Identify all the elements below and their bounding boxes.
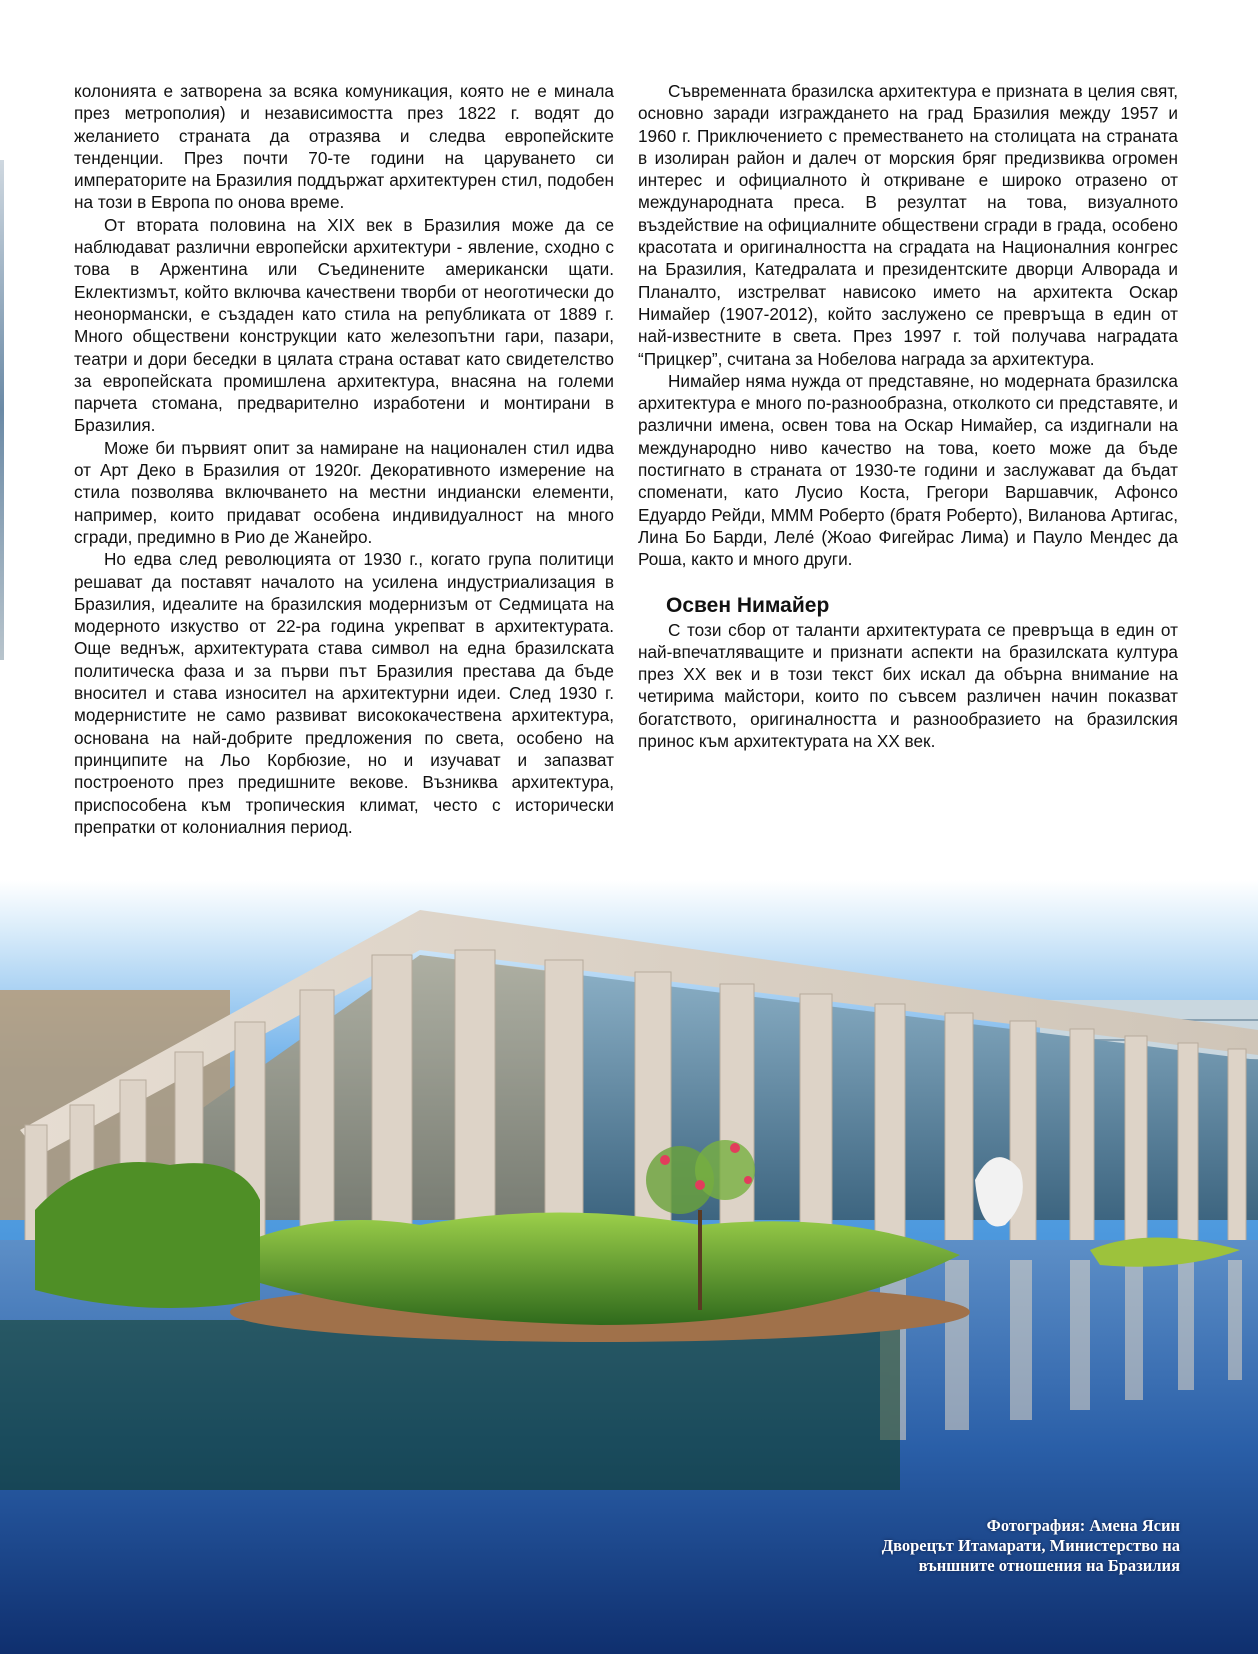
caption-line: външните отношения на Бразилия xyxy=(918,1556,1180,1575)
paragraph: С този сбор от таланти архитектурата се превръща в един от най-впечатляващите и признати аспекти на бразилската култура през XX век и в този текст бих искал да обърна внимание на четирима майстори, които по съвсем различен начин показват богатството, оригиналността и разнообразието на бразилския принос към архитектурата на XX век. xyxy=(638,619,1178,752)
paragraph: Може би първият опит за намиране на национален стил идва от Арт Деко в Бразилия от 1920г. Декоративното измерение на стила позволява включването на местни индиански елементи, например, които придават особена индивидуалност на много сгради, предимно в Рио де Жанейро. xyxy=(74,437,614,547)
right-text-column xyxy=(638,80,1178,752)
paragraph: От втората половина на XIX век в Бразилия може да се наблюдават различни европейски архитектури - явление, сходно с това в Аржентина или Съединените американски щати. Еклектизмът, който включва качествени творби от неоготически до неонормански, е създаден като стила на републиката от 1889 г. Много обществени конструкции като железопътни гари, пазари, театри и дори беседки в цялата страна остават като свидетелство за европейската промишлена архитектура, внасяна на големи парчета стомана, предварително изработени и монтирани в Бразилия. xyxy=(74,214,614,436)
tall-grass xyxy=(35,1162,260,1308)
paragraph: Съвременната бразилска архитектура е призната в целия свят, основно заради изграждането на град Бразилия между 1957 и 1960 г. Приключението с преместването на столицата на страната в изолиран район и далеч от морския бряг предизвиква огромен интерес и официалното ѝ откриване е широко отразено от международната преса. В резултат на това, визуалното въздействие на официалните обществени сгради в града, особено красотата и оригиналността на сградата на Националния конгрес на Бразилия, Катедралата и президентските дворци Алворада и Планалто, изстрелват нависоко името на архитекта Оскар Нимайер (1907-2012), който заслужено се превръща в един от най-известните в света. През 1997 г. той получава наградата “Прицкер”, считана за Нобелова награда за архитектура. xyxy=(638,81,1178,369)
caption-line: Дворецът Итамарати, Министерство на xyxy=(881,1536,1180,1555)
photo-caption xyxy=(720,1516,1180,1576)
paragraph: колонията е затворена за всяка комуникация, която не е минала през метрополия) и независимостта през 1822 г. водят до желанието страната да отразява и следва европейските тенденции. През почти 70-те години на царуването си императорите на Бразилия поддържат архитектурен стил, подобен на този в Европа по онова време. xyxy=(74,81,614,213)
left-text-column xyxy=(74,80,614,838)
garden-reflection xyxy=(0,1320,900,1490)
caption-line: Фотография: Амена Ясин xyxy=(986,1516,1180,1535)
page-edge-decoration xyxy=(0,160,4,660)
paragraph: Нимайер няма нужда от представяне, но модерната бразилска архитектура е много по-разнообразна, отколкото си представяте, и различни имена, освен това на Оскар Нимайер, са издигнали на международно ниво качество на това, което може да бъде постигнато в страната от 1930-те години и заслужават да бъдат споменати, като Лусио Коста, Грегори Варшавчик, Афонсо Едуардо Рейди, МММ Роберто (братя Роберто), Виланова Артигас, Лина Бо Барди, Леле́ (Жоао Фигейрас Лима) и Пауло Мендес да Роша, както и много други. xyxy=(638,370,1178,570)
section-heading: Освен Нимайер xyxy=(666,593,830,617)
paragraph: Но едва след революцията от 1930 г., когато група политици решават да поставят началото на усилена индустриализация в Бразилия, идеалите на бразилския модернизъм от Седмицата на модерното изкуство от 22-ра година укрепват в архитектурата. Още веднъж, архитектурата става символ на една бразилската политическа фаза и за първи път Бразилия престава да бъде вносител и става износител на архитектурни идеи. След 1930 г. модернистите не само развиват висококачествена архитектура, основана на най-добрите предложения по света, особено на принципите на Льо Корбюзие, но и изучават и запазват построеното през предишните векове. Възниква архитектура, приспособена към тропическия климат, често с исторически препратки от колониалния период. xyxy=(74,549,614,837)
